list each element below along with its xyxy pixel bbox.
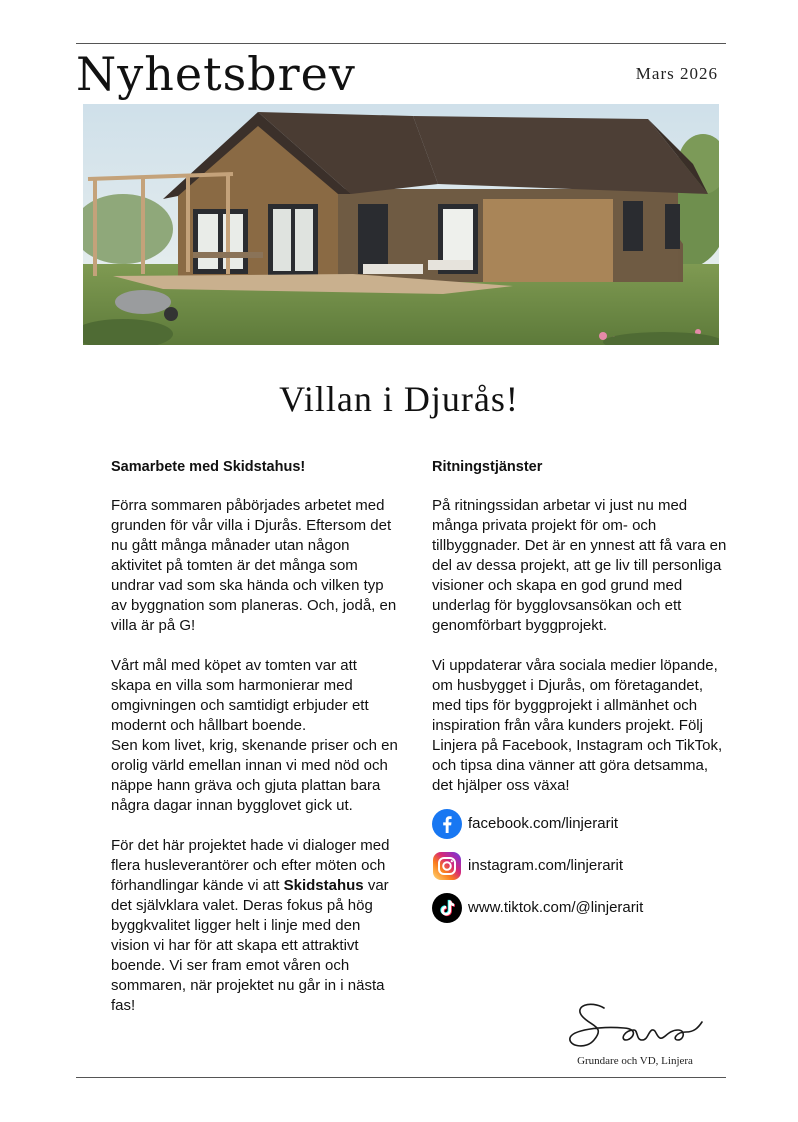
bottom-divider (76, 1077, 726, 1078)
top-divider (76, 43, 726, 44)
left-paragraph-3 (111, 836, 401, 1016)
signature-caption: Grundare och VD, Linjera (577, 1055, 693, 1067)
signature (560, 996, 710, 1056)
instagram-icon (432, 851, 462, 881)
newsletter-title: Nyhetsbrev (76, 47, 356, 101)
right-column-heading: Ritningstjänster (432, 459, 543, 475)
facebook-link[interactable] (432, 808, 727, 840)
instagram-link[interactable] (432, 850, 727, 882)
tiktok-link[interactable] (432, 892, 727, 924)
left-paragraph-2b: Sen kom livet, krig, skenande priser och en orolig värld emellan innan vi med nöd och näppe hann gräva och gjuta plattan bara några dagar innan bygglovet gick ut. (111, 737, 398, 814)
left-column-heading: Samarbete med Skidstahus! (111, 459, 306, 475)
tiktok-icon (432, 893, 462, 923)
tiktok-url: www.tiktok.com/@linjerarit (468, 899, 644, 916)
issue-date: Mars 2026 (635, 64, 718, 83)
right-paragraph-2: Vi uppdaterar våra sociala medier löpande, om husbygget i Djurås, om företagandet, med tips för byggprojekt i allmänhet och inspiration från våra kunders projekt. Följ Linjera på Facebook, Instagram och TikTok, och tipsa dina vänner att göra detsamma, det hjälper oss växa! (432, 657, 723, 794)
skidstahus-bold: Skidstahus (283, 877, 364, 894)
facebook-icon (432, 809, 462, 839)
left-paragraph-3-end: var det självklara valet. Deras fokus på hög byggkvalitet ligger helt i linje med den vision vi har för att skapa ett attraktivt boende. Vi ser fram emot våren och sommaren, när projektet nu går in i nästa fas! (111, 877, 389, 1014)
right-column (432, 458, 727, 934)
instagram-url: instagram.com/linjerarit (468, 857, 624, 874)
left-column (111, 458, 401, 1036)
right-paragraph-1: På ritningssidan arbetar vi just nu med många privata projekt för om- och tillbyggnader. Det är en ynnest att få vara en del av dessa projekt, att ge liv till personliga visioner och skapa en god grund med underlag för bygglovsansökan och ett genomförbart byggprojekt. (432, 497, 727, 634)
hero-image (83, 104, 719, 345)
left-paragraph-2a: Vårt mål med köpet av tomten var att skapa en villa som harmonierar med omgivningen och samtidigt erbjuder ett modernt och hållbart boende. (111, 657, 369, 734)
left-paragraph-2 (111, 656, 401, 816)
left-paragraph-3-start: För det här projektet hade vi dialoger med flera husleverantörer och efter möten och förhandlingar kände vi att (111, 837, 390, 894)
facebook-url: facebook.com/linjerarit (468, 815, 619, 832)
article-heading: Villan i Djurås! (279, 379, 519, 419)
left-paragraph-1: Förra sommaren påbörjades arbetet med grunden för vår villa i Djurås. Eftersom det nu gått många månader utan någon aktivitet på tomten är det många som undrar vad som ska hända och vilken typ av byggnation som planeras. Och, jodå, en villa är på G! (111, 497, 397, 634)
